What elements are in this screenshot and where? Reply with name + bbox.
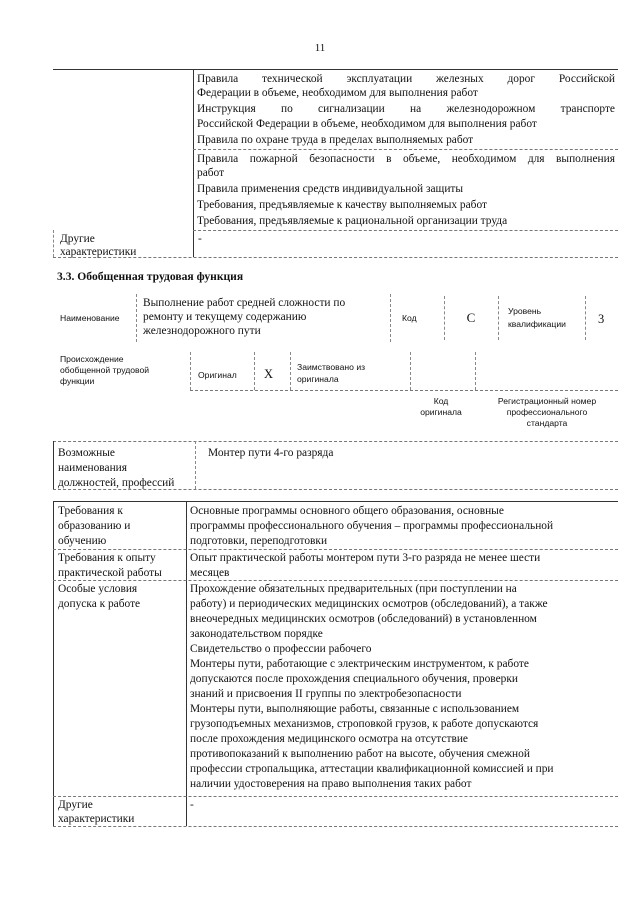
top-row-2-line-2: Российской Федерации в объеме, необходимом для выполнения работ (197, 118, 537, 130)
special-value-line-6: Монтеры пути, работающие с электрическим инструментом, к работе (190, 658, 529, 670)
special-value-line-7: допускаются после прохождения специального обучения, проверки (190, 673, 518, 685)
original-mark: X (264, 367, 274, 381)
special-value-line-14: наличии удостоверения на право выполнения таких работ (190, 778, 472, 790)
special-value-line-4: законодательством порядке (190, 628, 323, 640)
bottom-other-value: - (190, 799, 194, 811)
education-label-line-3: обучению (58, 535, 107, 547)
name-value-line-2: ремонту и текущему содержанию (143, 311, 307, 323)
level-label-line-2: квалификации (508, 319, 566, 329)
top-row-6: Требования, предъявляемые к качеству выполняемых работ (197, 199, 487, 211)
borrowed-label-line-2: оригинала (297, 374, 339, 384)
code-label: Код (402, 313, 417, 323)
education-label-line-1: Требования к (58, 505, 123, 517)
special-value-line-12: противопоказаний к выполнению работ на высоте, обучения смежной (190, 748, 530, 760)
page-number: 11 (314, 42, 326, 54)
experience-value-line-1: Опыт практической работы монтером пути 3-го разряда не менее шести (190, 552, 541, 564)
bottom-other-label-line-1: Другие (58, 799, 93, 811)
experience-label-line-2: практической работы (58, 567, 162, 579)
special-value-line-2: работу) и периодических медицинских осмотров (обследований), а также (190, 598, 548, 610)
top-other-label-line-2: характеристики (60, 246, 137, 258)
borrowed-label-line-1: Заимствовано из (297, 362, 366, 372)
reg-number-label-line-1: Регистрационный номер (497, 396, 597, 406)
education-value-line-1: Основные программы основного общего образования, основные (190, 505, 504, 517)
origin-label-line-3: функции (60, 376, 95, 386)
top-other-label-line-1: Другие (60, 233, 95, 245)
top-row-7: Требования, предъявляемые к рациональной организации труда (197, 215, 508, 227)
special-value-line-8: знаний и присвоения II группы по электробезопасности (190, 688, 462, 700)
top-row-1-line-2: Федерации в объеме, необходимом для выполнения работ (197, 87, 478, 99)
top-row-4-line-1: Правила пожарной безопасности в объеме, необходимом для выполнения (197, 153, 615, 165)
reg-number-label-line-2: профессионального (506, 407, 588, 417)
positions-label-line-2: наименования (58, 462, 128, 474)
top-row-1-line-1: Правила технической эксплуатации железных дорог Российской (197, 73, 615, 85)
name-value-line-3: железнодорожного пути (143, 325, 261, 337)
special-value-line-10: грузоподъемных механизмов, строповкой грузов, к работе допускаются (190, 718, 539, 730)
reg-number-label-line-3: стандарта (526, 418, 568, 428)
experience-label-line-1: Требования к опыту (58, 552, 156, 564)
special-value-line-1: Прохождение обязательных предварительных (при поступлении на (190, 583, 517, 595)
original-label: Оригинал (198, 370, 237, 380)
top-row-2-line-1: Инструкция по сигнализации на железнодорожном транспорте (197, 103, 615, 115)
name-label: Наименование (60, 313, 120, 323)
positions-label-line-1: Возможные (58, 447, 115, 459)
education-label-line-2: образованию и (58, 520, 131, 532)
positions-label-line-3: должностей, профессий (58, 477, 175, 489)
special-value-line-11: после прохождения медицинского осмотра на отсутствие (190, 733, 468, 745)
top-row-3: Правила по охране труда в пределах выполняемых работ (197, 134, 474, 146)
bottom-other-label-line-2: характеристики (58, 813, 135, 825)
education-value-line-3: подготовки, переподготовки (190, 535, 328, 547)
code-original-label-line-1: Код (433, 396, 449, 406)
education-value-line-2: программы профессионального обучения – программы профессиональной (190, 520, 554, 532)
origin-label-line-1: Происхождение (60, 354, 124, 364)
top-row-4-line-2: работ (197, 167, 225, 179)
special-label-line-1: Особые условия (58, 583, 138, 595)
origin-label-line-2: обобщенной трудовой (60, 365, 150, 375)
positions-value: Монтер пути 4-го разряда (208, 447, 334, 459)
name-value-line-1: Выполнение работ средней сложности по (143, 297, 346, 309)
special-value-line-9: Монтеры пути, выполняющие работы, связанные с использованием (190, 703, 520, 715)
special-value-line-13: профессии стропальщика, аттестации квалификационной комиссией и при (190, 763, 554, 775)
code-value: C (466, 310, 476, 325)
special-value-line-5: Свидетельство о профессии рабочего (190, 643, 372, 655)
level-value: 3 (598, 312, 605, 326)
code-original-label-line-2: оригинала (420, 407, 462, 417)
level-label-line-1: Уровень (508, 306, 542, 316)
section-title: 3.3. Обобщенная трудовая функция (57, 270, 244, 283)
experience-value-line-2: месяцев (190, 567, 230, 579)
top-row-5: Правила применения средств индивидуальной защиты (197, 183, 464, 195)
special-label-line-2: допуска к работе (58, 598, 141, 610)
top-other-value: - (198, 233, 202, 245)
special-value-line-3: внеочередных медицинских осмотров (обследований) в установленном (190, 613, 537, 625)
